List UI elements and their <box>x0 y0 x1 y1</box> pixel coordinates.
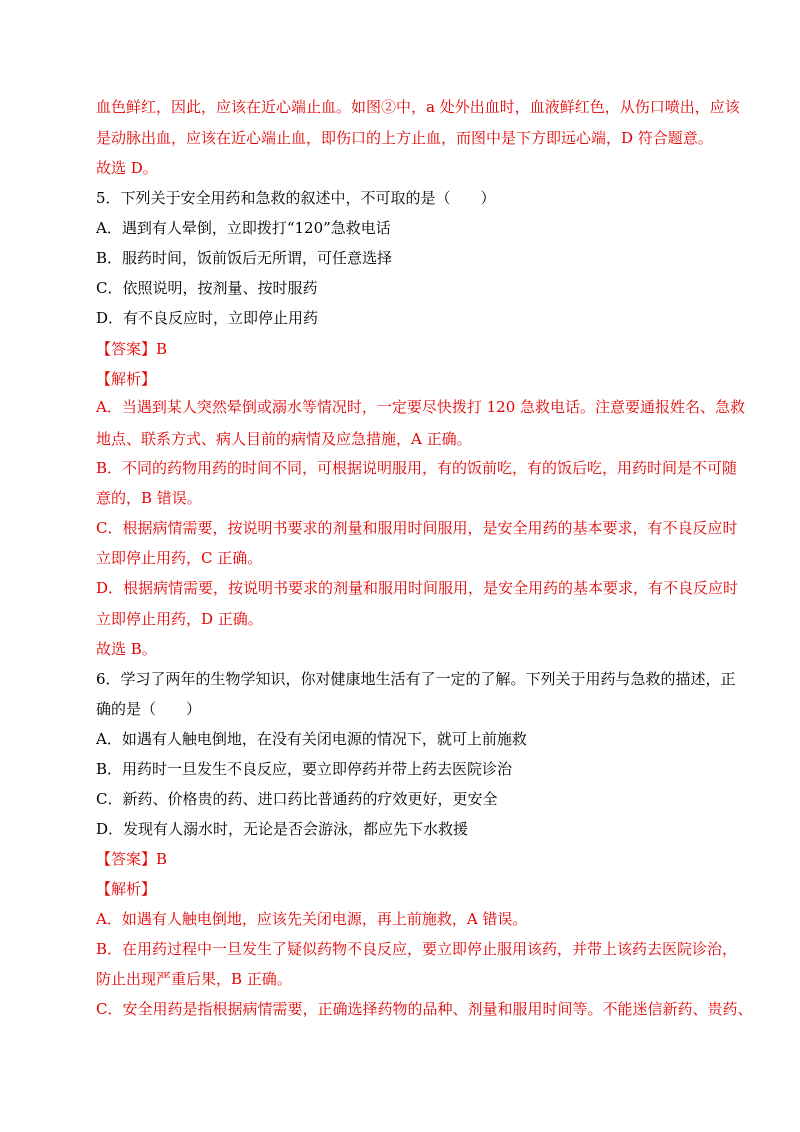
q6-option-b: B．用药时一旦发生不良反应，要立即停药并带上药去医院诊治 <box>96 760 513 778</box>
question-5-stem: 5．下列关于安全用药和急救的叙述中，不可取的是（ ） <box>96 189 496 207</box>
q5-analysis-line: 立即停止用药，C 正确。 <box>96 549 263 567</box>
question-6-stem: 6．学习了两年的生物学知识，你对健康地生活有了一定的了解。下列关于用药与急救的描述，正 <box>96 670 736 688</box>
prev-explanation-line: 是动脉出血，应该在近心端止血，即伤口的上方止血，而图中是下方即远心端，D 符合题意。 <box>96 129 713 147</box>
q6-option-a: A．如遇有人触电倒地，在没有关闭电源的情况下，就可上前施救 <box>96 730 527 748</box>
q5-option-a: A．遇到有人晕倒，立即拨打“120”急救电话 <box>96 219 391 237</box>
q6-analysis-line: 防止出现严重后果，B 正确。 <box>96 970 292 988</box>
q6-analysis-line: A．如遇有人触电倒地，应该先关闭电源，再上前施救，A 错误。 <box>96 910 528 928</box>
q5-option-c: C．依照说明，按剂量、按时服药 <box>96 279 318 297</box>
q5-analysis-line: C．根据病情需要，按说明书要求的剂量和服用时间服用，是安全用药的基本要求，有不良反应时 <box>96 519 738 537</box>
q6-option-d: D．发现有人溺水时，无论是否会游泳，都应先下水救援 <box>96 820 469 838</box>
q5-analysis-line: A．当遇到某人突然晕倒或溺水等情况时，一定要尽快拨打 120 急救电话。注意要通报姓名、急救 <box>96 398 746 416</box>
q6-analysis-label: 【解析】 <box>96 880 157 898</box>
q6-option-c: C．新药、价格贵的药、进口药比普通药的疗效更好，更安全 <box>96 790 498 808</box>
q5-analysis-line: D．根据病情需要，按说明书要求的剂量和服用时间服用，是安全用药的基本要求，有不良反应时 <box>96 579 739 597</box>
q5-analysis-line: 立即停止用药，D 正确。 <box>96 610 263 628</box>
prev-conclusion: 故选 D。 <box>96 159 158 177</box>
q6-analysis-line: C．安全用药是指根据病情需要，正确选择药物的品种、剂量和服用时间等。不能迷信新药、贵药、 <box>96 1000 753 1018</box>
q5-analysis-line: 意的，B 错误。 <box>96 489 202 507</box>
prev-explanation-line: 血色鲜红，因此，应该在近心端止血。如图②中，a 处外出血时，血液鲜红色，从伤口喷出，应该 <box>96 98 740 116</box>
q5-analysis-label: 【解析】 <box>96 370 157 388</box>
q6-analysis-line: B．在用药过程中一旦发生了疑似药物不良反应，要立即停止服用该药，并带上该药去医院诊治， <box>96 940 738 958</box>
q5-analysis-line: 地点、联系方式、病人目前的病情及应急措施，A 正确。 <box>96 430 472 448</box>
q5-conclusion: 故选 B。 <box>96 640 157 658</box>
q5-analysis-line: B．不同的药物用药的时间不同，可根据说明服用，有的饭前吃，有的饭后吃，用药时间是不可随 <box>96 459 738 477</box>
q5-option-d: D．有不良反应时，立即停止用药 <box>96 309 319 327</box>
question-6-stem: 确的是（ ） <box>96 700 202 718</box>
q6-answer: 【答案】B <box>96 850 168 868</box>
q5-option-b: B．服药时间，饭前饭后无所谓，可任意选择 <box>96 249 393 267</box>
q5-answer: 【答案】B <box>96 340 168 358</box>
